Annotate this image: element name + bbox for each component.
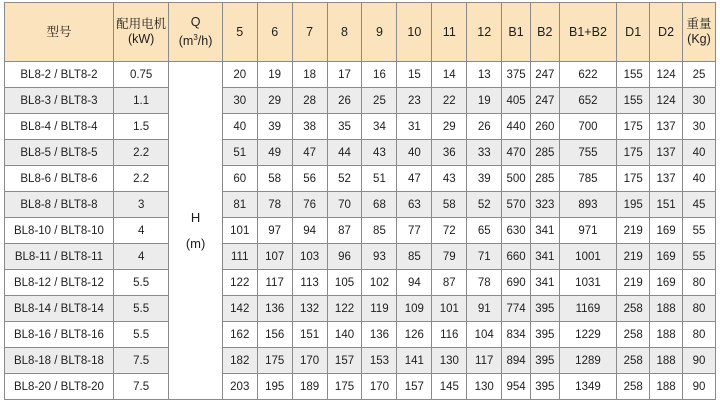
cell-d1: 175	[617, 140, 650, 166]
table-row	[5, 114, 716, 140]
cell-d1: 219	[617, 218, 650, 244]
cell-b1: 630	[502, 218, 531, 244]
flow-unit-pre: (m	[178, 34, 194, 49]
cell-b2: 285	[530, 166, 559, 192]
cell-b2: 395	[530, 348, 559, 374]
cell-d2: 188	[650, 374, 683, 400]
cell-weight: 55	[682, 244, 715, 270]
header-flow-12: 12	[467, 3, 502, 62]
cell-head: 122	[222, 270, 257, 296]
cell-head: 126	[397, 322, 432, 348]
cell-head: 70	[327, 192, 362, 218]
table-body	[5, 62, 716, 400]
cell-model: BL8-10 / BLT8-10	[5, 218, 114, 244]
cell-head: 93	[362, 244, 397, 270]
cell-head: 14	[432, 62, 467, 88]
header-flow-11: 11	[432, 3, 467, 62]
table-row	[5, 88, 716, 114]
cell-motor-power: 5.5	[113, 322, 168, 348]
header-flow-10: 10	[397, 3, 432, 62]
cell-d1: 258	[617, 296, 650, 322]
cell-weight: 25	[682, 62, 715, 88]
cell-head: 43	[432, 166, 467, 192]
cell-motor-power: 7.5	[113, 374, 168, 400]
cell-head: 113	[292, 270, 327, 296]
cell-d2: 124	[650, 62, 683, 88]
cell-head: 51	[222, 140, 257, 166]
cell-head: 72	[432, 218, 467, 244]
cell-head: 97	[257, 218, 292, 244]
cell-model: BL8-5 / BLT8-5	[5, 140, 114, 166]
cell-head: 105	[327, 270, 362, 296]
cell-b1-b2: 1229	[559, 322, 617, 348]
table-row	[5, 192, 716, 218]
cell-b1: 440	[502, 114, 531, 140]
cell-motor-power: 2.2	[113, 140, 168, 166]
cell-head: 52	[327, 166, 362, 192]
cell-b1: 570	[502, 192, 531, 218]
cell-model: BL8-4 / BLT8-4	[5, 114, 114, 140]
cell-b1: 405	[502, 88, 531, 114]
header-weight	[682, 3, 715, 62]
cell-model: BL8-12 / BLT8-12	[5, 270, 114, 296]
cell-motor-power: 4	[113, 218, 168, 244]
cell-head: 81	[222, 192, 257, 218]
cell-d2: 169	[650, 218, 683, 244]
cell-head: 78	[467, 270, 502, 296]
cell-b1: 774	[502, 296, 531, 322]
cell-weight: 55	[682, 218, 715, 244]
flow-unit-sup: 3	[193, 32, 198, 42]
cell-weight: 30	[682, 88, 715, 114]
cell-model: BL8-18 / BLT8-18	[5, 348, 114, 374]
cell-b2: 395	[530, 374, 559, 400]
cell-motor-power: 3	[113, 192, 168, 218]
head-label-cell	[169, 62, 222, 400]
cell-head: 101	[222, 218, 257, 244]
cell-head: 170	[362, 374, 397, 400]
header-flow-8: 8	[327, 3, 362, 62]
header-motor-line1: 配用电机	[116, 17, 167, 31]
cell-weight: 80	[682, 322, 715, 348]
cell-head: 130	[432, 348, 467, 374]
cell-motor-power: 0.75	[113, 62, 168, 88]
cell-weight: 90	[682, 374, 715, 400]
table-row	[5, 244, 716, 270]
cell-head: 23	[397, 88, 432, 114]
cell-head: 136	[362, 322, 397, 348]
cell-b1: 500	[502, 166, 531, 192]
cell-d2: 137	[650, 166, 683, 192]
header-b2: B2	[530, 3, 559, 62]
cell-b2: 247	[530, 62, 559, 88]
cell-b1: 834	[502, 322, 531, 348]
header-weight-line1: 重量	[686, 17, 712, 31]
cell-head: 170	[292, 348, 327, 374]
cell-head: 38	[292, 114, 327, 140]
cell-head: 182	[222, 348, 257, 374]
cell-d2: 124	[650, 88, 683, 114]
cell-motor-power: 1.1	[113, 88, 168, 114]
cell-head: 63	[397, 192, 432, 218]
cell-head: 52	[467, 192, 502, 218]
cell-head: 153	[362, 348, 397, 374]
pump-spec-table	[4, 2, 716, 400]
cell-d1: 155	[617, 88, 650, 114]
header-motor-power	[113, 3, 168, 62]
cell-weight: 30	[682, 114, 715, 140]
cell-model: BL8-2 / BLT8-2	[5, 62, 114, 88]
header-model: 型号	[5, 3, 114, 62]
cell-head: 47	[397, 166, 432, 192]
cell-d1: 219	[617, 270, 650, 296]
cell-head: 94	[292, 218, 327, 244]
cell-head: 29	[432, 114, 467, 140]
cell-model: BL8-8 / BLT8-8	[5, 192, 114, 218]
cell-head: 157	[397, 374, 432, 400]
cell-weight: 45	[682, 192, 715, 218]
cell-head: 104	[467, 322, 502, 348]
table-row	[5, 348, 716, 374]
header-flow-5: 5	[222, 3, 257, 62]
cell-head: 68	[362, 192, 397, 218]
table-row	[5, 322, 716, 348]
header-flow	[169, 3, 222, 62]
cell-head: 77	[397, 218, 432, 244]
cell-head: 40	[222, 114, 257, 140]
cell-head: 39	[467, 166, 502, 192]
cell-head: 117	[467, 348, 502, 374]
cell-head: 116	[432, 322, 467, 348]
cell-head: 22	[432, 88, 467, 114]
cell-model: BL8-16 / BLT8-16	[5, 322, 114, 348]
cell-model: BL8-20 / BLT8-20	[5, 374, 114, 400]
cell-head: 141	[397, 348, 432, 374]
cell-d1: 219	[617, 244, 650, 270]
cell-head: 87	[327, 218, 362, 244]
cell-b1: 690	[502, 270, 531, 296]
flow-unit-post: /h)	[197, 34, 213, 49]
cell-head: 119	[362, 296, 397, 322]
cell-head: 28	[292, 88, 327, 114]
head-label-line2: (m)	[185, 235, 206, 251]
cell-b2: 323	[530, 192, 559, 218]
cell-b2: 395	[530, 322, 559, 348]
cell-head: 26	[467, 114, 502, 140]
head-label-line1: H	[190, 209, 201, 225]
cell-head: 13	[467, 62, 502, 88]
cell-head: 103	[292, 244, 327, 270]
cell-d1: 155	[617, 62, 650, 88]
cell-weight: 40	[682, 166, 715, 192]
cell-head: 65	[467, 218, 502, 244]
cell-d2: 188	[650, 296, 683, 322]
cell-head: 96	[327, 244, 362, 270]
cell-head: 78	[257, 192, 292, 218]
table-row	[5, 62, 716, 88]
header-b1-b2: B1+B2	[559, 3, 617, 62]
cell-motor-power: 4	[113, 244, 168, 270]
cell-head: 189	[292, 374, 327, 400]
cell-head: 87	[432, 270, 467, 296]
cell-d2: 151	[650, 192, 683, 218]
cell-head: 60	[222, 166, 257, 192]
cell-motor-power: 2.2	[113, 166, 168, 192]
cell-b1-b2: 1349	[559, 374, 617, 400]
cell-b2: 341	[530, 244, 559, 270]
header-motor-line2: (kW)	[127, 32, 155, 46]
cell-head: 16	[362, 62, 397, 88]
table-row	[5, 218, 716, 244]
cell-b2: 395	[530, 296, 559, 322]
cell-head: 91	[467, 296, 502, 322]
cell-head: 39	[257, 114, 292, 140]
cell-head: 35	[327, 114, 362, 140]
header-flow-6: 6	[257, 3, 292, 62]
cell-model: BL8-14 / BLT8-14	[5, 296, 114, 322]
header-flow-9: 9	[362, 3, 397, 62]
cell-d1: 258	[617, 374, 650, 400]
cell-motor-power: 5.5	[113, 296, 168, 322]
cell-b1-b2: 971	[559, 218, 617, 244]
cell-head: 51	[362, 166, 397, 192]
header-d1: D1	[617, 3, 650, 62]
cell-b2: 285	[530, 140, 559, 166]
cell-head: 122	[327, 296, 362, 322]
cell-d1: 175	[617, 166, 650, 192]
cell-head: 175	[257, 348, 292, 374]
cell-b1: 470	[502, 140, 531, 166]
cell-head: 136	[257, 296, 292, 322]
cell-head: 111	[222, 244, 257, 270]
cell-d1: 175	[617, 114, 650, 140]
cell-d1: 195	[617, 192, 650, 218]
cell-head: 162	[222, 322, 257, 348]
cell-head: 44	[327, 140, 362, 166]
cell-d1: 258	[617, 348, 650, 374]
header-d2: D2	[650, 3, 683, 62]
cell-b1: 375	[502, 62, 531, 88]
cell-head: 58	[432, 192, 467, 218]
table-row	[5, 374, 716, 400]
header-flow-unit	[169, 30, 221, 49]
cell-head: 175	[327, 374, 362, 400]
cell-b1-b2: 785	[559, 166, 617, 192]
cell-b1: 660	[502, 244, 531, 270]
cell-head: 130	[467, 374, 502, 400]
cell-model: BL8-6 / BLT8-6	[5, 166, 114, 192]
cell-head: 40	[397, 140, 432, 166]
table-header	[5, 3, 716, 62]
cell-weight: 90	[682, 348, 715, 374]
cell-head: 19	[467, 88, 502, 114]
table-row	[5, 140, 716, 166]
cell-head: 17	[327, 62, 362, 88]
cell-b2: 247	[530, 88, 559, 114]
cell-head: 56	[292, 166, 327, 192]
cell-head: 117	[257, 270, 292, 296]
cell-head: 71	[467, 244, 502, 270]
cell-head: 33	[467, 140, 502, 166]
cell-head: 156	[257, 322, 292, 348]
header-flow-line1: Q	[190, 14, 201, 29]
cell-head: 94	[397, 270, 432, 296]
cell-head: 36	[432, 140, 467, 166]
cell-d1: 258	[617, 322, 650, 348]
cell-motor-power: 7.5	[113, 348, 168, 374]
cell-head: 151	[292, 322, 327, 348]
cell-motor-power: 5.5	[113, 270, 168, 296]
cell-d2: 169	[650, 244, 683, 270]
cell-head: 85	[397, 244, 432, 270]
cell-head: 195	[257, 374, 292, 400]
table-row	[5, 270, 716, 296]
cell-head: 29	[257, 88, 292, 114]
cell-d2: 188	[650, 348, 683, 374]
cell-d2: 188	[650, 322, 683, 348]
cell-head: 19	[257, 62, 292, 88]
header-row	[5, 3, 716, 62]
cell-head: 34	[362, 114, 397, 140]
cell-weight: 40	[682, 140, 715, 166]
cell-weight: 80	[682, 270, 715, 296]
cell-head: 25	[362, 88, 397, 114]
cell-b1-b2: 755	[559, 140, 617, 166]
cell-b1-b2: 700	[559, 114, 617, 140]
cell-head: 85	[362, 218, 397, 244]
cell-b1-b2: 893	[559, 192, 617, 218]
cell-head: 49	[257, 140, 292, 166]
cell-head: 132	[292, 296, 327, 322]
cell-b2: 260	[530, 114, 559, 140]
cell-b2: 341	[530, 218, 559, 244]
cell-d2: 137	[650, 114, 683, 140]
cell-head: 109	[397, 296, 432, 322]
cell-head: 31	[397, 114, 432, 140]
cell-b1: 954	[502, 374, 531, 400]
cell-b1-b2: 1169	[559, 296, 617, 322]
cell-head: 102	[362, 270, 397, 296]
cell-head: 101	[432, 296, 467, 322]
cell-head: 58	[257, 166, 292, 192]
cell-head: 157	[327, 348, 362, 374]
cell-head: 43	[362, 140, 397, 166]
cell-head: 140	[327, 322, 362, 348]
cell-d2: 137	[650, 140, 683, 166]
header-weight-line2: (Kg)	[687, 32, 711, 46]
cell-head: 15	[397, 62, 432, 88]
cell-b1-b2: 1031	[559, 270, 617, 296]
cell-model: BL8-11 / BLT8-11	[5, 244, 114, 270]
cell-head: 18	[292, 62, 327, 88]
table-row	[5, 166, 716, 192]
cell-head: 76	[292, 192, 327, 218]
header-b1: B1	[502, 3, 531, 62]
cell-b2: 341	[530, 270, 559, 296]
cell-head: 47	[292, 140, 327, 166]
cell-d2: 169	[650, 270, 683, 296]
cell-weight: 80	[682, 296, 715, 322]
cell-b1-b2: 1289	[559, 348, 617, 374]
cell-head: 142	[222, 296, 257, 322]
cell-b1-b2: 652	[559, 88, 617, 114]
cell-b1-b2: 622	[559, 62, 617, 88]
cell-head: 30	[222, 88, 257, 114]
cell-b1-b2: 1001	[559, 244, 617, 270]
cell-head: 26	[327, 88, 362, 114]
cell-head: 145	[432, 374, 467, 400]
table-row	[5, 296, 716, 322]
cell-head: 203	[222, 374, 257, 400]
cell-head: 107	[257, 244, 292, 270]
cell-b1: 894	[502, 348, 531, 374]
cell-model: BL8-3 / BLT8-3	[5, 88, 114, 114]
header-flow-7: 7	[292, 3, 327, 62]
cell-head: 79	[432, 244, 467, 270]
cell-motor-power: 1.5	[113, 114, 168, 140]
cell-head: 20	[222, 62, 257, 88]
